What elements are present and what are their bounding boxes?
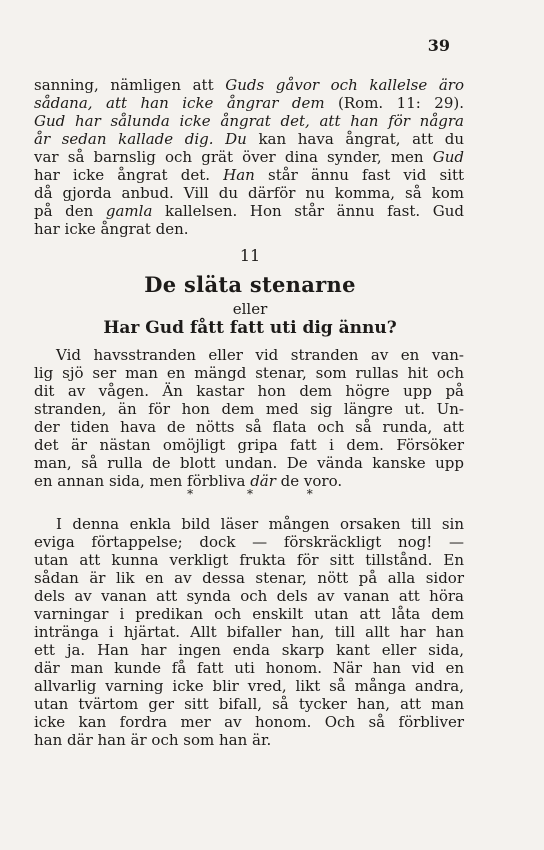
- text-line: [34, 677, 464, 695]
- text-segment: eviga förtappelse; dock — förskräckligt nog! —: [34, 533, 464, 551]
- text-segment: han där han är och som han är.: [34, 731, 272, 749]
- text-segment: sådan är lik en av dessa stenar, nött på alla sidor: [34, 569, 464, 587]
- text-segment: utan tvärtom ger sitt bifall, så tycker han, att man: [34, 695, 464, 713]
- text-segment: stranden, än för hon dem med sig längre ut. Un-: [34, 400, 464, 418]
- text-segment: lig sjö ser man en mängd stenar, som rullas hit och: [34, 364, 464, 382]
- text-line: [34, 184, 464, 202]
- italic-text: Han: [223, 166, 255, 184]
- text-line: [34, 731, 464, 749]
- text-line: [34, 112, 464, 130]
- italic-text: Gud har sålunda icke ångrat det, att han för några: [34, 112, 464, 130]
- text-segment: varningar i predikan och enskilt utan att låta dem: [34, 605, 464, 623]
- section-separator: * * *: [187, 487, 313, 501]
- text-line: [34, 166, 464, 184]
- text-line: [34, 148, 464, 166]
- text-segment: intränga i hjärtat. Allt bifaller han, till allt har han: [34, 623, 464, 641]
- chapter-subtitle: Har Gud fått fatt uti dig ännu?: [103, 318, 397, 338]
- italic-text: gamla: [105, 202, 153, 220]
- paragraph-application: [34, 515, 464, 749]
- page-number: 39: [427, 36, 450, 55]
- text-line: [34, 400, 464, 418]
- text-line: [34, 202, 464, 220]
- text-line: [34, 551, 464, 569]
- text-line: [34, 382, 464, 400]
- italic-text: där: [250, 472, 276, 490]
- italic-text: sådana, att han icke ångrar dem: [34, 94, 325, 112]
- paragraph-stones: [34, 346, 464, 490]
- paragraph-continuation: [34, 76, 464, 238]
- text-line: [34, 605, 464, 623]
- text-segment: där man kunde få fatt uti honom. När han vid en: [34, 659, 464, 677]
- text-line: [34, 713, 464, 731]
- chapter-title: De släta stenarne: [144, 272, 356, 297]
- text-segment: allvarlig varning icke blir vred, likt så många andra,: [34, 677, 464, 695]
- text-line: [34, 436, 464, 454]
- text-segment: dels av vanan att synda och dels av vanan att höra: [34, 587, 464, 605]
- text-segment: man, så rulla de blott undan. De vända kanske upp: [34, 454, 464, 472]
- text-segment: var så barnslig och grät över dina synder, men: [34, 148, 433, 166]
- text-line: [34, 220, 464, 238]
- text-segment: kallelsen. Hon står ännu fast. Gud: [152, 202, 464, 220]
- text-segment: kan hava ångrat, att du: [246, 130, 464, 148]
- text-segment: ett ja. Han har ingen enda skarp kant eller sida,: [34, 641, 464, 659]
- text-line: [34, 641, 464, 659]
- text-segment: står ännu fast vid sitt: [254, 166, 464, 184]
- text-line: [34, 418, 464, 436]
- text-segment: (Rom. 11: 29).: [324, 94, 464, 112]
- text-line: [34, 587, 464, 605]
- text-segment: har icke ångrat det.: [34, 166, 224, 184]
- text-segment: I denna enkla bild läser mången orsaken till sin: [56, 515, 464, 533]
- text-line: [34, 515, 464, 533]
- text-line: [34, 454, 464, 472]
- text-segment: der tiden hava de nötts så flata och så runda, att: [34, 418, 464, 436]
- text-line: [34, 364, 464, 382]
- italic-text: Gud: [432, 148, 464, 166]
- text-segment: icke kan fordra mer av honom. Och så förbliver: [34, 713, 464, 731]
- italic-text: Guds gåvor och kallelse äro: [225, 76, 465, 94]
- chapter-number: 11: [239, 246, 261, 265]
- text-segment: på den: [34, 202, 106, 220]
- text-line: [34, 76, 464, 94]
- text-segment: en annan sida, men förbliva: [34, 472, 251, 490]
- text-line: [34, 569, 464, 587]
- text-segment: [214, 130, 226, 148]
- text-line: [34, 695, 464, 713]
- text-line: [34, 623, 464, 641]
- italic-text: år sedan kallade dig.: [34, 130, 214, 148]
- text-line: [34, 346, 464, 364]
- text-segment: det är nästan omöjligt gripa fatt i dem. Försöker: [34, 436, 464, 454]
- text-line: [34, 533, 464, 551]
- text-segment: sanning, nämligen att: [34, 76, 226, 94]
- text-line: [34, 659, 464, 677]
- text-line: [34, 94, 464, 112]
- text-segment: de voro.: [275, 472, 343, 490]
- text-segment: har icke ångrat den.: [34, 220, 189, 238]
- chapter-title-connector: eller: [232, 300, 268, 318]
- text-segment: Vid havsstranden eller vid stranden av en van-: [56, 346, 464, 364]
- italic-text: Du: [225, 130, 247, 148]
- text-segment: dit av vågen. Än kastar hon dem högre upp på: [34, 382, 464, 400]
- text-line: [34, 130, 464, 148]
- text-segment: då gjorda anbud. Vill du därför nu komma, så kom: [34, 184, 464, 202]
- text-segment: utan att kunna verkligt frukta för sitt tillstånd. En: [34, 551, 464, 569]
